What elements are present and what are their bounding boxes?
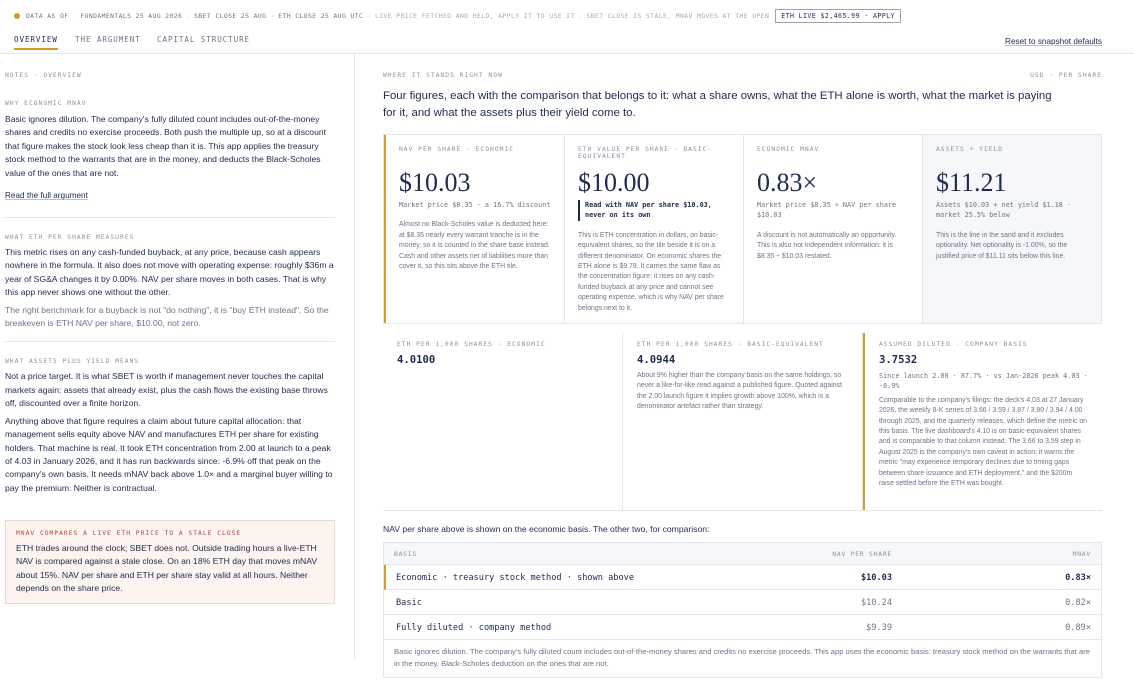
card-label: ASSETS + YIELD: [936, 146, 1004, 153]
headline: Four figures, each with the comparison that belongs to it: what a share owns, what the ETH alone is worth, what the market is paying for it, and what the assets plus their yield come to.: [383, 90, 1052, 119]
status-item: FUNDAMENTALS 25 AUG 2026: [80, 12, 183, 20]
section-divider: [5, 341, 335, 342]
stat-value: 4.0100: [397, 354, 436, 366]
main-panel: [383, 54, 1102, 121]
status-item: LIVE PRICE FETCHED AND HELD, APPLY IT TO USE IT: [375, 12, 575, 20]
column-header-basis: BASIS: [394, 551, 417, 558]
column-divider: [354, 54, 355, 659]
card-body: A discount is not automatically an opportunity. This is also not independent information: it is $8.35 ÷ $10.03 restated.: [757, 231, 897, 260]
apply-live-price-button[interactable]: ETH LIVE $2,465.99 · APPLY: [775, 9, 901, 23]
stat-label: ETH PER 1,000 SHARES · BASIC-EQUIVALENT: [637, 341, 824, 348]
stat-assumed-diluted: [863, 333, 1102, 510]
status-separator: ·: [270, 12, 275, 20]
section-title: WHAT ETH PER SHARE MEASURES: [5, 234, 135, 242]
card-value: $11.21: [936, 168, 1007, 197]
unit-label: USD · PER SHARE: [1030, 72, 1102, 79]
notes-panel: [5, 54, 335, 495]
section-body: This metric rises on any cash-funded buyback, at any price, because cash appears nowhere in the formula. It also does not move with operating expense: roughly $36m a year of SG&A changes it by 0.00%. NAV per share moves in both cases. That is why this app never shows one without the other.: [5, 247, 334, 298]
section-body: Anything above that figure requires a claim about future capital allocation: that management sells equity above NAV and manufactures ETH per share for existing holders. That machine is real. It took ETH concentration from 2.00 at launch to a peak of 4.03 in January 2026, and it has run backwards since: -6.9% off that peak on the company's own basis. It needs mNAV back above 1.0× and a marginal buyer willing to pay the premium. Neither is contractual.: [5, 415, 333, 493]
cell-basis: Fully diluted · company method: [396, 623, 552, 633]
card-label: NAV PER SHARE · ECONOMIC: [399, 146, 514, 153]
section-body: Basic ignores dilution. The company's fully diluted count includes out-of-the-money shares and credits no exercise proceeds. Both push the multiple up, so at a discount that figure makes the stock look less cheap than it is. This app applies the treasury stock method to the warrants that are in the money, and deducts the Black-Scholes value of the ones that are not.: [5, 114, 327, 178]
status-separator: ·: [367, 12, 372, 20]
stat-sub: Since launch 2.00 · 87.7% · vs Jan-2026 peak 4.03 · -6.9%: [879, 372, 1088, 391]
table-row: [384, 565, 1101, 590]
reset-defaults-link[interactable]: Reset to snapshot defaults: [1005, 37, 1102, 46]
card-body: Almost no Black-Scholes value is deducted here: at $8.35 nearly every warrant tranche is in the money, so it is counted in the share base instead. Cash and other assets net of liabilities more than cover it, so this sits above the ETH tile.: [399, 221, 550, 271]
stat-body: Comparable to the company's filings: the deck's 4.03 at 27 January 2026, the weekly 8-K series of 3.66 / 3.59 / 3.87 / 3.80 / 3.94 / 4.00 through 2025, and the quarterly releases, which define the metric on this basis. The live dashboard's 4.10 is on basic-equivalent shares and is comparable to that column instead. The 3.66 to 3.59 step in August 2025 is the company's own caveat in action: it warns the metric "may experience temporary declines due to timing gaps between share issuance and ETH deployment," and the $200m raise settled before the ETH was bought.: [879, 396, 1087, 488]
cell-nav: $9.39: [866, 623, 892, 633]
status-separator: ·: [186, 12, 191, 20]
status-item: SBET CLOSE IS STALE, MNAV MOVES AT THE OPEN: [586, 12, 770, 20]
section-note: The right benchmark for a buyback is not "do nothing", it is "buy ETH instead". So the breakeven is ETH NAV per share, $10.00, not zero.: [5, 304, 329, 329]
cell-nav: $10.24: [860, 598, 892, 608]
card-sub: Market price $8.35 · a 16.7% discount: [399, 201, 551, 209]
eth-per-share-stats: [383, 333, 1102, 511]
stale-close-alert: [5, 520, 335, 604]
tab-capital-structure[interactable]: CAPITAL STRUCTURE: [157, 35, 251, 44]
section-body: Not a price target. It is what SBET is worth if management never touches the capital markets again: assets that already exist, plus the cash flows the existing base throws off, discounted over a finite horizon.: [5, 371, 328, 409]
alert-title: MNAV COMPARES A LIVE ETH PRICE TO A STALE CLOSE: [16, 530, 242, 537]
status-dot-icon: [14, 13, 20, 19]
main-eyebrow: WHERE IT STANDS RIGHT NOW: [383, 72, 503, 79]
card-body: This is the line in the sand and it excludes optionality. Net optionality is -1.00%, so the justified price of $11.11 sits below this line.: [936, 231, 1068, 260]
comparison-caption: NAV per share above is shown on the economic basis. The other two, for comparison:: [383, 524, 710, 534]
status-item: DATA AS OF: [26, 12, 69, 20]
card-value: $10.03: [399, 168, 471, 197]
tab-overview[interactable]: OVERVIEW: [14, 35, 58, 50]
card-value: 0.83×: [757, 168, 818, 197]
section-title: WHAT ASSETS PLUS YIELD MEANS: [5, 358, 140, 366]
stat-label: ASSUMED DILUTED · COMPANY BASIS: [879, 341, 1028, 348]
stat-economic: [383, 333, 623, 510]
read-full-argument-link[interactable]: Read the full argument: [5, 191, 88, 201]
notes-eyebrow: NOTES · OVERVIEW: [5, 72, 82, 79]
column-header-nav: NAV PER SHARE: [832, 551, 892, 558]
card-label: ETH VALUE PER SHARE · BASIC-EQUIVALENT: [578, 146, 713, 160]
card-nav-per-share: [384, 135, 565, 323]
cell-nav: $10.03: [860, 573, 892, 583]
status-separator: ·: [72, 12, 77, 20]
alert-body: ETH trades around the clock; SBET does not. Outside trading hours a live-ETH NAV is compared against a stale close. On an 18% ETH day that moves mNAV about 15%. NAV per share and ETH per share stay valid at all hours. Neither depends on the share price.: [16, 543, 318, 594]
status-item: ETH CLOSE 25 AUG UTC: [278, 12, 364, 20]
stat-basic-equivalent: [623, 333, 863, 510]
card-eth-value-per-share: [565, 135, 744, 323]
section-divider: [5, 217, 335, 218]
table-footnote: Basic ignores dilution. The company's fully diluted count includes out-of-the-money shares and credits no exercise proceeds. This app uses the economic basis: treasury stock method on the warrants that are in the money, Black-Scholes deduction on the ones that are not.: [394, 647, 1090, 668]
table-row: [384, 615, 1101, 640]
cell-basis: Economic · treasury stock method · shown above: [396, 573, 634, 583]
top-nav: [0, 32, 1134, 54]
cell-mnav: 0.83×: [1065, 573, 1091, 583]
stat-label: ETH PER 1,000 SHARES · ECONOMIC: [397, 341, 546, 348]
card-economic-mnav: [744, 135, 923, 323]
table-header: [384, 543, 1101, 565]
cell-mnav: 0.82×: [1065, 598, 1091, 608]
column-header-mnav: MNAV: [1072, 551, 1091, 558]
stat-body: About 9% higher than the company basis on the same holdings, so never a like-for-like read against a published figure. Quoted against the 2.00 launch figure it implies growth above 100%, which is a denominator artefact rather than strategy.: [637, 372, 842, 411]
status-separator: ·: [578, 12, 583, 20]
status-bar: [0, 0, 1134, 32]
cell-mnav: 0.89×: [1065, 623, 1091, 633]
card-callout: Read with NAV per share $10.03, never on its own: [578, 200, 730, 221]
cell-basis: Basic: [396, 598, 422, 608]
section-title: WHY ECONOMIC MNAV: [5, 100, 87, 107]
card-sub: Market price $8.35 ÷ NAV per share $10.03: [757, 201, 897, 220]
card-assets-yield: [923, 135, 1101, 323]
tab-the-argument[interactable]: THE ARGUMENT: [75, 35, 141, 44]
status-item: SBET CLOSE 25 AUG: [194, 12, 267, 20]
metric-cards: [383, 134, 1102, 324]
stat-value: 4.0944: [637, 354, 676, 366]
card-body: This is ETH concentration in dollars, on basic-equivalent shares, so the tile beside it is on a different denominator. On economic shares the ETH alone is $9.79. It carries the same flaw as the concentration figure: it rises on any cash-funded buyback at any price and cannot see operating expense, which is why NAV per share belongs next to it.: [578, 231, 724, 312]
stat-value: 3.7532: [879, 354, 918, 366]
card-sub: Assets $10.03 + net yield $1.18 · market 25.5% below: [936, 201, 1072, 220]
basis-table: [383, 542, 1102, 678]
card-value: $10.00: [578, 168, 650, 197]
table-row: [384, 590, 1101, 615]
card-label: ECONOMIC MNAV: [757, 146, 820, 153]
